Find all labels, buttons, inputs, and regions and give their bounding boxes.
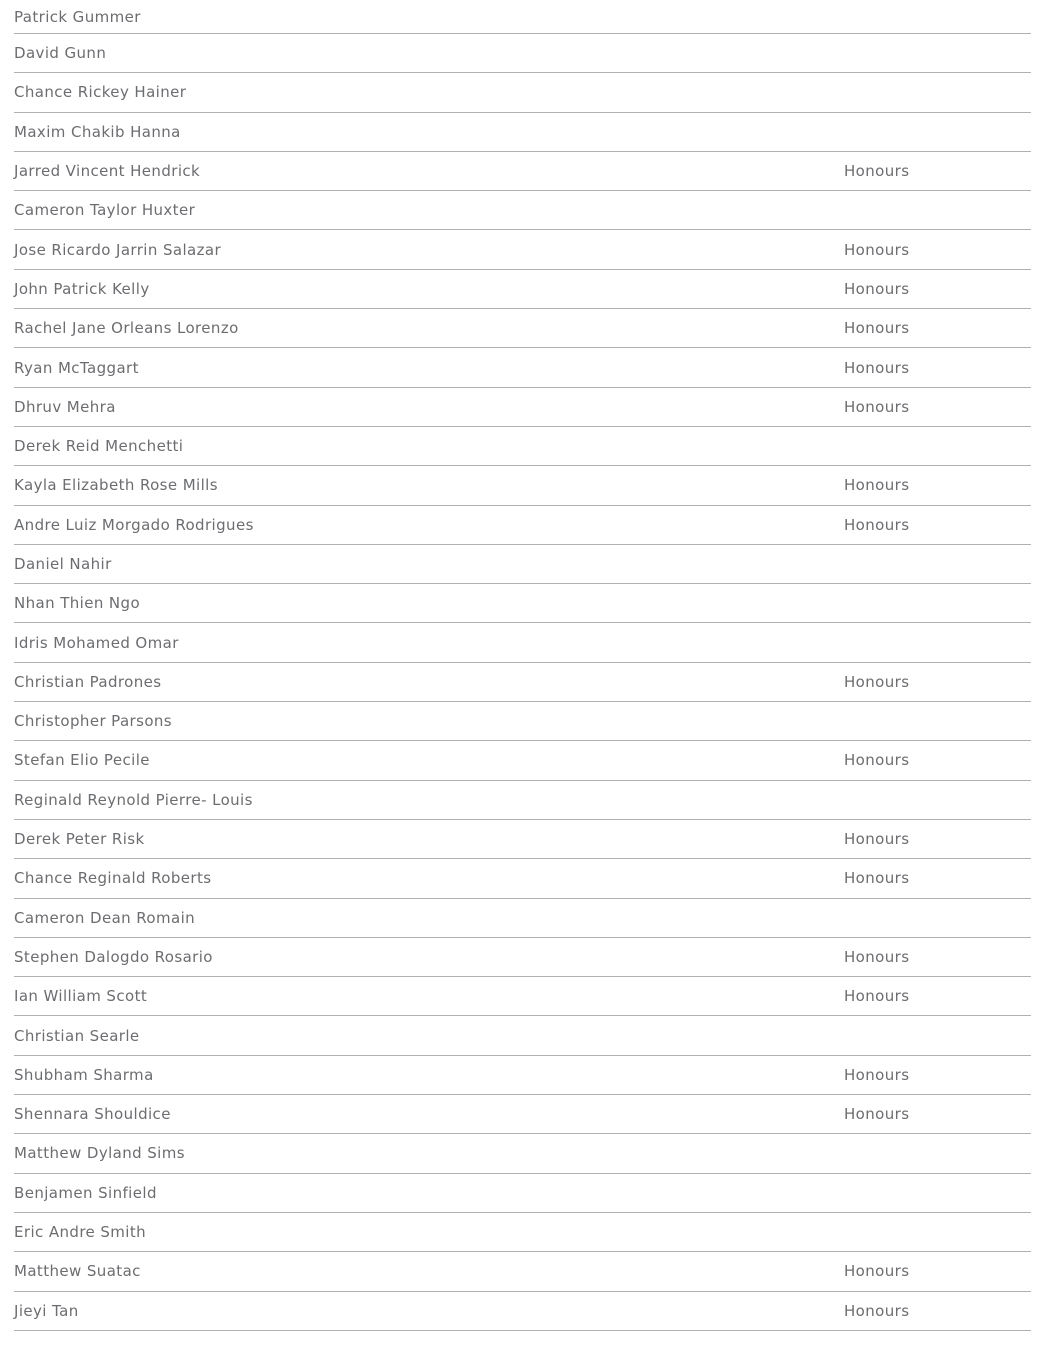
graduate-name: Andre Luiz Morgado Rodrigues xyxy=(14,515,254,534)
table-row xyxy=(14,1174,1031,1213)
table-row xyxy=(14,388,1031,427)
honours-label: Honours xyxy=(844,869,910,888)
graduate-name: Chance Rickey Hainer xyxy=(14,83,187,102)
graduate-name: Stephen Dalogdo Rosario xyxy=(14,947,213,966)
graduate-name: Christian Padrones xyxy=(14,672,162,691)
honours-label: Honours xyxy=(844,1105,910,1124)
table-row xyxy=(14,1134,1031,1173)
graduate-name: Derek Peter Risk xyxy=(14,830,145,849)
graduate-name: Derek Reid Menchetti xyxy=(14,437,184,456)
table-row xyxy=(14,977,1031,1016)
graduates-table xyxy=(14,0,1031,1331)
graduate-name: Ryan McTaggart xyxy=(14,358,139,377)
honours-label: Honours xyxy=(844,672,910,691)
table-row xyxy=(14,466,1031,505)
table-row xyxy=(14,113,1031,152)
graduate-name: Idris Mohamed Omar xyxy=(14,633,179,652)
graduate-name: Patrick Gummer xyxy=(14,7,141,26)
honours-label: Honours xyxy=(844,830,910,849)
table-row xyxy=(14,348,1031,387)
table-row xyxy=(14,1095,1031,1134)
honours-label: Honours xyxy=(844,947,910,966)
honours-label: Honours xyxy=(844,397,910,416)
table-row xyxy=(14,938,1031,977)
table-row xyxy=(14,741,1031,780)
graduate-name: Daniel Nahir xyxy=(14,555,112,573)
table-row xyxy=(14,899,1031,938)
honours-label: Honours xyxy=(844,515,910,534)
graduate-name: Cameron Dean Romain xyxy=(14,908,196,927)
honours-label: Honours xyxy=(844,476,910,495)
table-row xyxy=(14,309,1031,348)
graduate-name: Cameron Taylor Huxter xyxy=(14,201,196,220)
table-row xyxy=(14,584,1031,623)
table-row xyxy=(14,230,1031,269)
table-row xyxy=(14,191,1031,230)
graduate-name: Shubham Sharma xyxy=(14,1065,154,1084)
graduate-name: Matthew Suatac xyxy=(14,1262,141,1281)
graduate-name: Dhruv Mehra xyxy=(14,397,116,416)
graduate-name: Kayla Elizabeth Rose Mills xyxy=(14,476,218,495)
honours-label: Honours xyxy=(844,1301,910,1320)
honours-label: Honours xyxy=(844,319,910,338)
graduate-name: Benjamen Sinfield xyxy=(14,1183,157,1202)
graduate-name: Ian William Scott xyxy=(14,987,148,1006)
graduate-name: Stefan Elio Pecile xyxy=(14,751,150,770)
table-row xyxy=(14,1252,1031,1291)
table-row xyxy=(14,545,1031,584)
table-row xyxy=(14,1292,1031,1331)
graduate-name: Christian Searle xyxy=(14,1026,140,1045)
graduate-name: Christopher Parsons xyxy=(14,712,173,731)
table-row xyxy=(14,1056,1031,1095)
table-row xyxy=(14,270,1031,309)
honours-label: Honours xyxy=(844,987,910,1006)
graduate-name: Jieyi Tan xyxy=(14,1301,79,1320)
honours-label: Honours xyxy=(844,240,910,259)
table-row xyxy=(14,623,1031,662)
honours-label: Honours xyxy=(844,1262,910,1281)
graduate-name: John Patrick Kelly xyxy=(14,279,150,298)
honours-label: Honours xyxy=(844,1065,910,1084)
table-row xyxy=(14,820,1031,859)
table-row xyxy=(14,702,1031,741)
table-row xyxy=(14,34,1031,73)
graduate-name: Matthew Dyland Sims xyxy=(14,1144,185,1163)
graduate-name: Shennara Shouldice xyxy=(14,1105,171,1124)
graduate-name: Jose Ricardo Jarrin Salazar xyxy=(14,240,222,259)
graduate-name: David Gunn xyxy=(14,44,107,63)
table-row xyxy=(14,1016,1031,1055)
honours-label: Honours xyxy=(844,162,910,181)
table-row xyxy=(14,859,1031,898)
table-row xyxy=(14,427,1031,466)
graduate-name: Eric Andre Smith xyxy=(14,1223,147,1242)
table-row xyxy=(14,152,1031,191)
graduate-name: Nhan Thien Ngo xyxy=(14,594,141,613)
honours-label: Honours xyxy=(844,358,910,377)
honours-label: Honours xyxy=(844,751,910,770)
table-row xyxy=(14,506,1031,545)
graduate-name: Reginald Reynold Pierre- Louis xyxy=(14,790,253,809)
graduate-name: Chance Reginald Roberts xyxy=(14,869,212,888)
graduate-name: Maxim Chakib Hanna xyxy=(14,122,181,141)
graduate-name: Rachel Jane Orleans Lorenzo xyxy=(14,319,239,338)
graduate-name: Jarred Vincent Hendrick xyxy=(14,162,201,181)
honours-label: Honours xyxy=(844,279,910,298)
table-row xyxy=(14,73,1031,112)
table-row xyxy=(14,663,1031,702)
table-row xyxy=(14,781,1031,820)
table-row xyxy=(14,1213,1031,1252)
table-row xyxy=(14,0,1031,34)
